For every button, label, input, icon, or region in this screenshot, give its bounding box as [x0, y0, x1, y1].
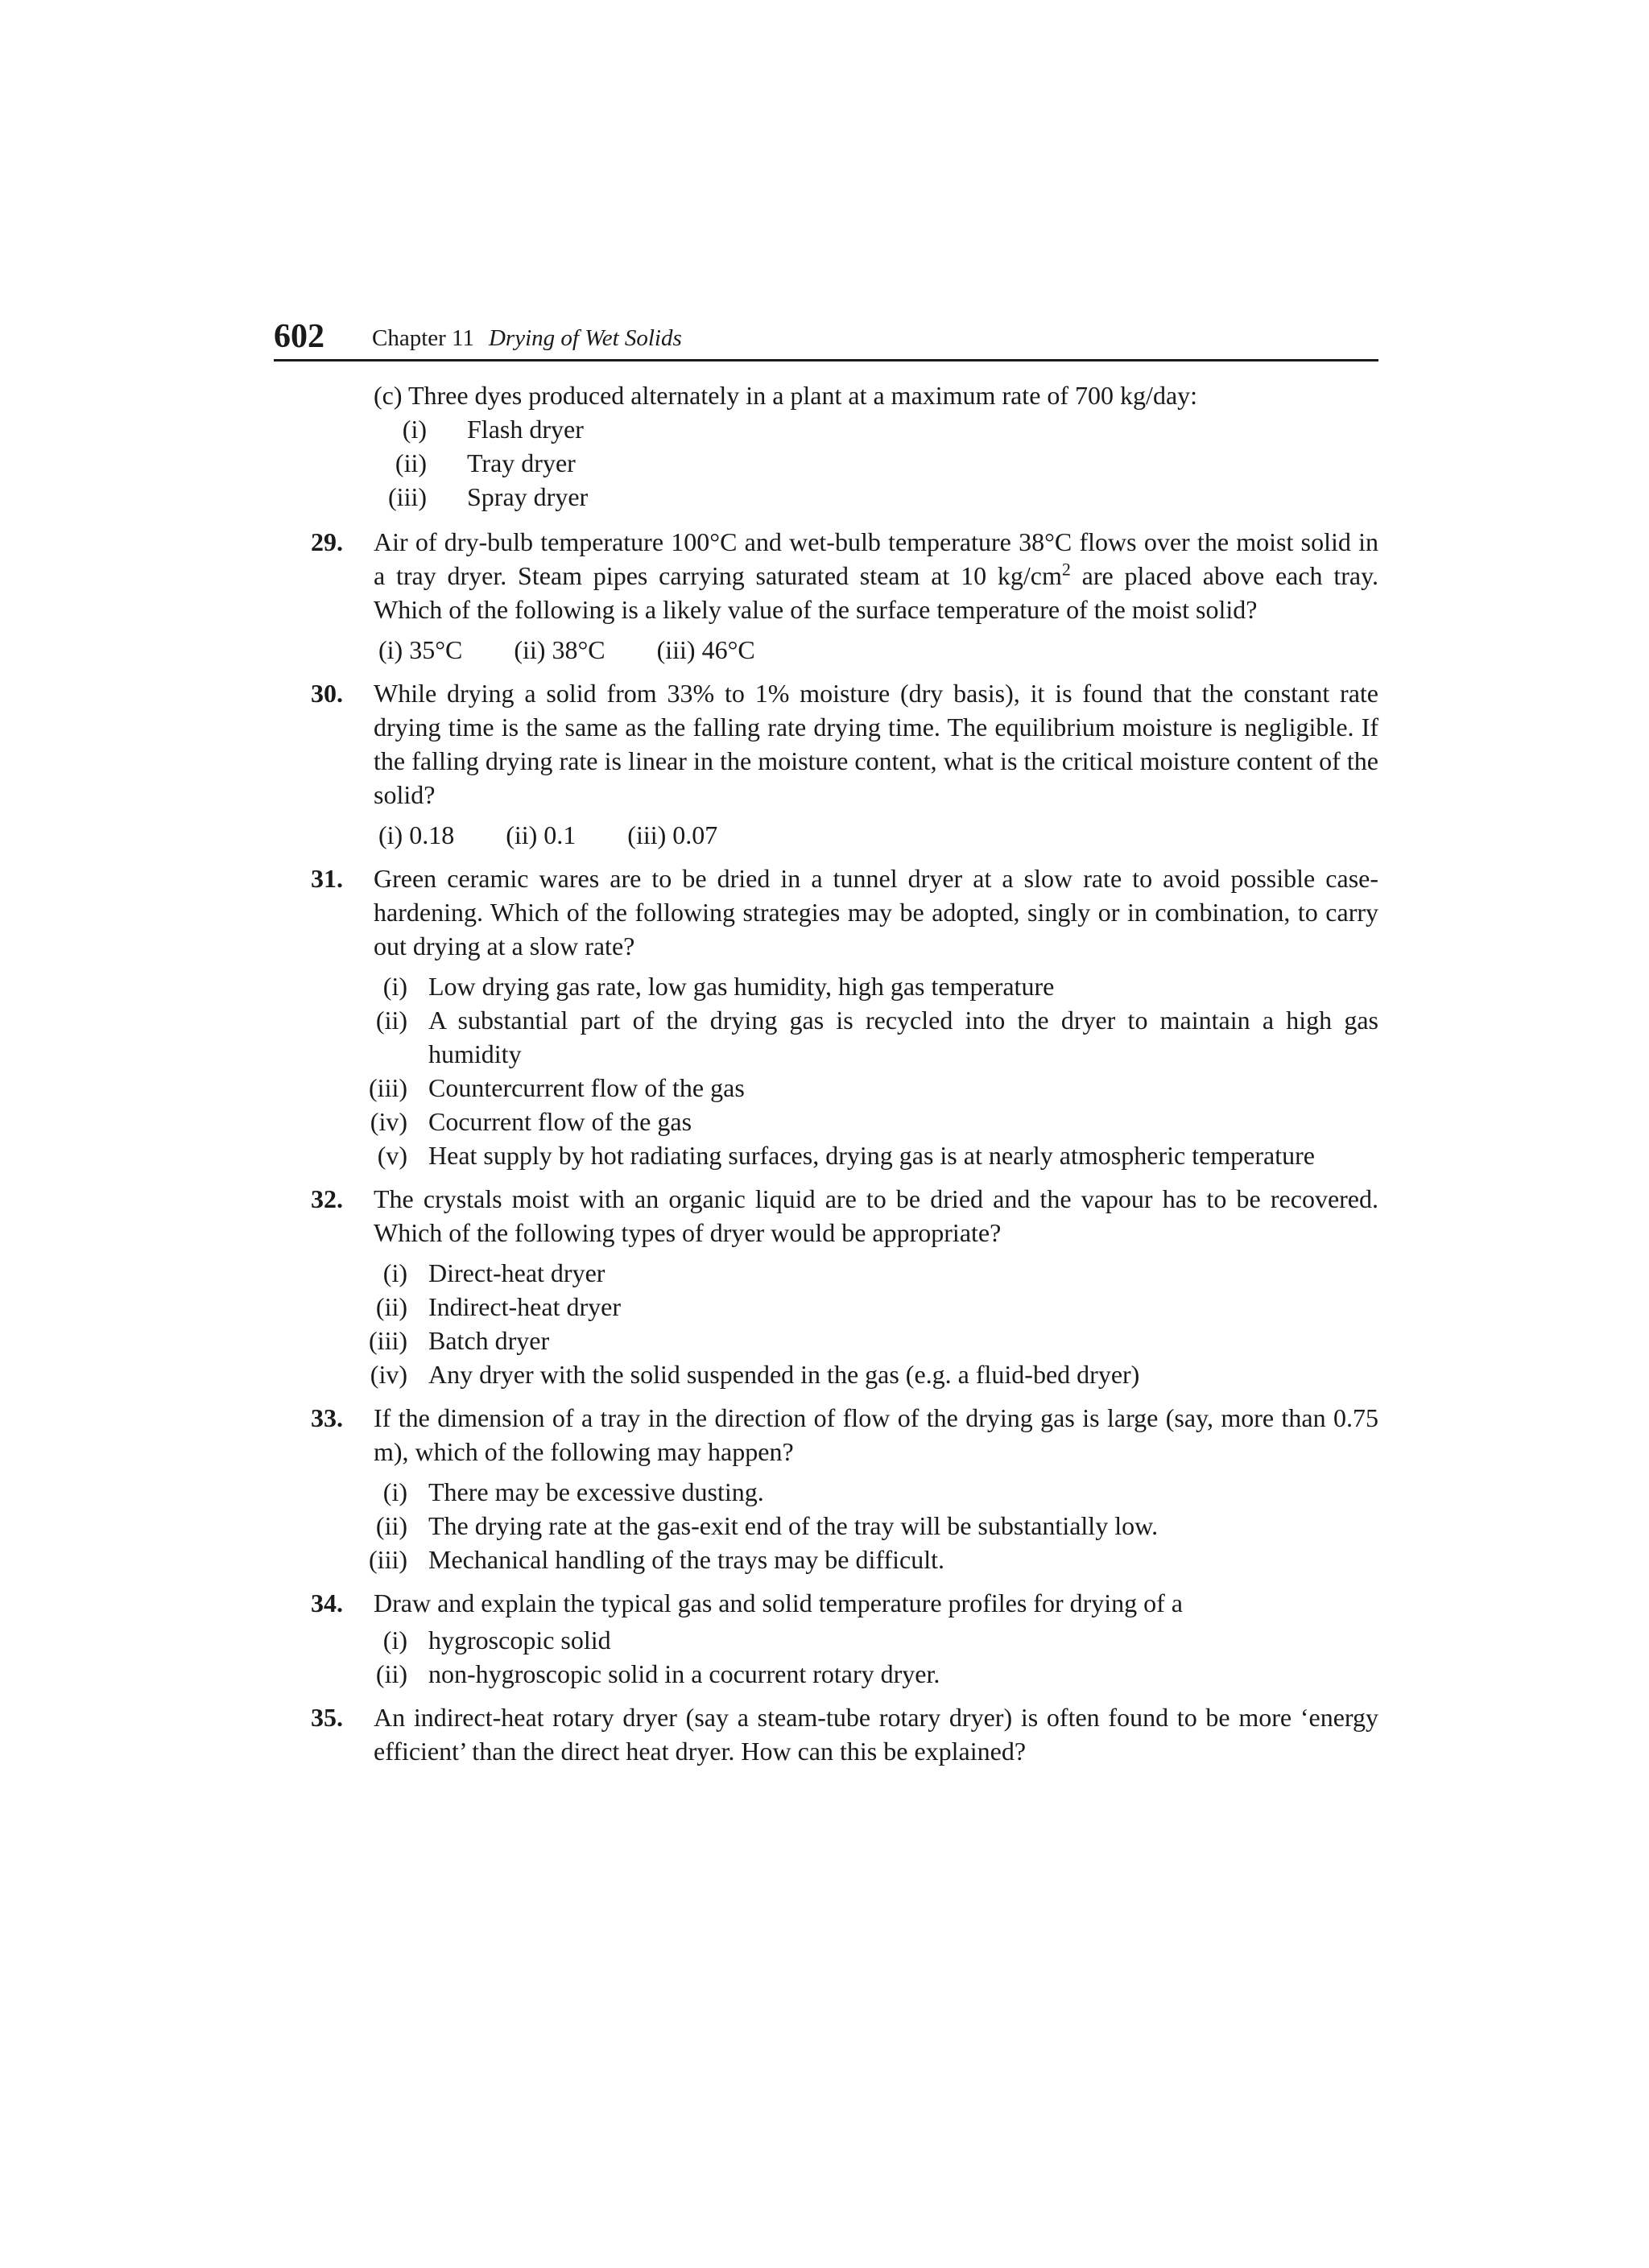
list-item: (iv) Cocurrent flow of the gas [370, 1107, 692, 1136]
list-item: (i) There may be excessive dusting. [382, 1477, 764, 1506]
list-item: (i) Flash dryer [402, 415, 584, 444]
list-item: (ii) Indirect-heat dryer [375, 1292, 621, 1321]
question-number: 29. [311, 527, 343, 556]
question-31 [274, 861, 1378, 1172]
answer-options: (i) 35°C (ii) 38°C (iii) 46°C [378, 635, 755, 664]
question-text: Air of dry-bulb temperature 100°C and wet-bulb temperature 38°C flows over the moist solid in a tray dryer. Steam pipes carrying saturated steam at 10 $kg/cm^2$ are placed above each tray. Which of the following is a likely value of the surface temperature of the moist solid? [374, 527, 1379, 624]
list-item: (ii) non-hygroscopic solid in a cocurrent rotary dryer. [375, 1659, 940, 1688]
page-body [274, 378, 1378, 1768]
question-30 [274, 676, 1378, 852]
list-item: (i) Low drying gas rate, low gas humidity, high gas temperature [382, 972, 1055, 1001]
question-number: 35. [311, 1703, 343, 1732]
question-32 [274, 1182, 1378, 1391]
list-item: (ii) The drying rate at the gas-exit end of the tray will be substantially low. [375, 1511, 1159, 1540]
part-c-text: (c) Three dyes produced alternately in a plant at a maximum rate of 700 kg/day: [374, 381, 1198, 410]
list-item: (v) Heat supply by hot radiating surfaces, drying gas is at nearly atmospheric temperature [377, 1141, 1315, 1170]
question-number: 30. [311, 679, 343, 708]
chapter-label: Chapter 11 [372, 325, 474, 351]
question-number: 33. [311, 1403, 343, 1432]
question-text: An indirect-heat rotary dryer (say a steam-tube rotary dryer) is often found to be more ‘energy efficient’ than the direct heat dryer. How can this be explained? [374, 1703, 1378, 1766]
question-35 [274, 1700, 1378, 1768]
list-item: (iii) Mechanical handling of the trays may be difficult. [369, 1545, 944, 1574]
list-item: (iii) Spray dryer [388, 482, 589, 511]
page-header [274, 319, 1378, 361]
question-text: The crystals moist with an organic liquid are to be dried and the vapour has to be recovered. Which of the following types of dryer would be appropriate? [374, 1184, 1378, 1247]
list-item: (iv) Any dryer with the solid suspended in the gas (e.g. a fluid-bed dryer) [370, 1360, 1140, 1389]
chapter-title: Drying of Wet Solids [488, 325, 682, 351]
question-29 [274, 525, 1378, 667]
question-34 [274, 1586, 1378, 1691]
list-item: (i) Direct-heat dryer [382, 1258, 605, 1287]
question-number: 31. [311, 864, 343, 893]
part-c [274, 378, 1378, 514]
answer-options: (i) 0.18 (ii) 0.1 (iii) 0.07 [378, 820, 718, 849]
question-text: Draw and explain the typical gas and solid temperature profiles for drying of a [374, 1588, 1183, 1617]
list-item: (iii) Batch dryer [369, 1326, 550, 1355]
question-text: While drying a solid from 33% to 1% moisture (dry basis), it is found that the constant rate drying time is the same as the falling rate drying time. The equilibrium moisture is negligible. If the falling drying rate is linear in the moisture content, what is the critical moisture content of the solid? [374, 679, 1378, 809]
question-33 [274, 1401, 1378, 1576]
list-item: (ii) Tray dryer [395, 448, 576, 477]
list-item: (i) hygroscopic solid [382, 1626, 611, 1655]
page-number: 602 [274, 318, 324, 355]
question-text: If the dimension of a tray in the direction of flow of the drying gas is large (say, more than 0.75 m), which of the following may happen? [374, 1403, 1378, 1466]
question-text: Green ceramic wares are to be dried in a tunnel dryer at a slow rate to avoid possible case-hardening. Which of the following strategies may be adopted, singly or in combination, to carry out drying at a slow rate? [374, 864, 1378, 960]
question-number: 32. [311, 1184, 343, 1213]
question-number: 34. [311, 1588, 343, 1617]
running-head [372, 325, 682, 352]
list-item: (iii) Countercurrent flow of the gas [369, 1073, 745, 1102]
list-item: (ii) A substantial part of the drying gas is recycled into the dryer to maintain a high gas humidity [375, 1006, 1378, 1068]
